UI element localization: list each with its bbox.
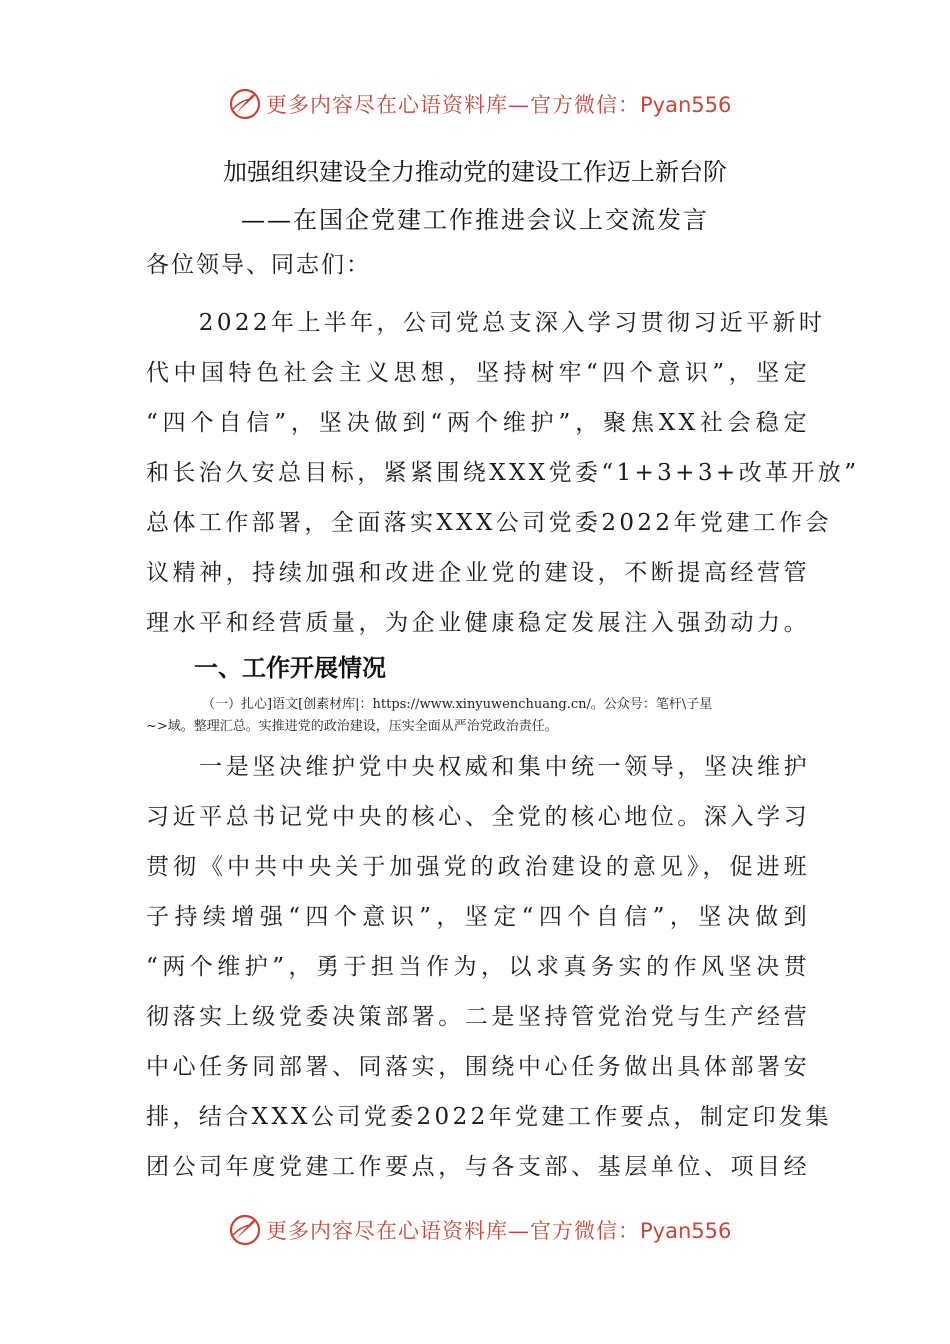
header-banner — [228, 82, 788, 126]
banner-text-cn: 更多内容尽在心语资料库—官方微信： — [266, 1219, 640, 1243]
banner-wechat-id: Pyan556 — [640, 1219, 732, 1243]
paragraph-body — [146, 742, 832, 1192]
small-note-line: （一）扎心]语文[创素材库|：https://www.xinyuwenchuang.cn/。公众号：笔杆\子星 — [202, 697, 713, 712]
paragraph-line: 中心任务同部署、同落实，围绕中心任务做出具体部署安 — [146, 1054, 810, 1080]
paragraph-intro — [146, 298, 860, 648]
paragraph-line: 排，结合XXX公司党委2022年党建工作要点，制定印发集 — [146, 1104, 832, 1130]
paragraph-line: “两个维护”，勇于担当作为，以求真务实的作风坚决贯 — [146, 954, 810, 980]
paragraph-line: 代中国特色社会主义思想，坚持树牢“四个意识”，坚定 — [146, 360, 810, 386]
paragraph-line: 习近平总书记党中央的核心、全党的核心地位。深入学习 — [146, 804, 810, 830]
banner-text — [266, 89, 731, 119]
quill-pen-logo-icon — [228, 87, 262, 121]
paragraph-line: 和长治久安总目标，紧紧围绕XXX党委“1+3+3+改革开放” — [146, 460, 860, 486]
small-note-line: ~>域。整理汇总。实推进党的政治建设，压实全面从严治党政治责任。 — [146, 719, 558, 734]
paragraph-line: 子持续增强“四个意识”，坚定“四个自信”，坚决做到 — [146, 904, 810, 930]
banner-text — [266, 1215, 731, 1245]
footer-banner — [228, 1208, 788, 1252]
paragraph-line: “四个自信”，坚决做到“两个维护”，聚焦XX社会稳定 — [146, 410, 810, 436]
paragraph-line: 理水平和经营质量，为企业健康稳定发展注入强劲动力。 — [146, 610, 810, 636]
paragraph-line: 彻落实上级党委决策部署。二是坚持管党治党与生产经营 — [146, 1004, 810, 1030]
paragraph-line: 总体工作部署，全面落实XXX公司党委2022年党建工作会 — [146, 510, 832, 536]
paragraph-line: 一是坚决维护党中央权威和集中统一领导，坚决维护 — [146, 754, 810, 780]
banner-wechat-id: Pyan556 — [640, 93, 732, 117]
paragraph-line: 议精神，持续加强和改进企业党的建设，不断提高经营管 — [146, 560, 810, 586]
paragraph-line: 贯彻《中共中央关于加强党的政治建设的意见》，促进班 — [146, 854, 810, 880]
document-subtitle: ——在国企党建工作推进会议上交流发言 — [241, 206, 709, 234]
paragraph-line: 2022年上半年，公司党总支深入学习贯彻习近平新时 — [146, 310, 826, 336]
document-title: 加强组织建设全力推动党的建设工作迈上新台阶 — [223, 158, 727, 186]
banner-text-cn: 更多内容尽在心语资料库—官方微信： — [266, 93, 640, 117]
paragraph-line: 团公司年度党建工作要点，与各支部、基层单位、项目经 — [146, 1154, 810, 1180]
section-heading: 一、工作开展情况 — [194, 654, 386, 682]
salutation: 各位领导、同志们： — [146, 252, 371, 278]
quill-pen-logo-icon — [228, 1213, 262, 1247]
